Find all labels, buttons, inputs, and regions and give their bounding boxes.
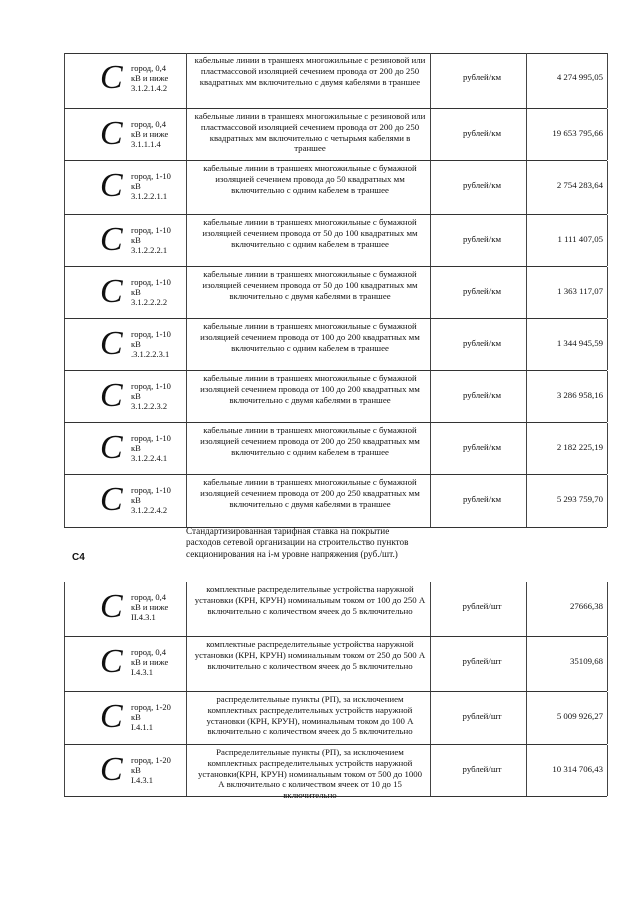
category-letter: C xyxy=(100,643,123,680)
voltage-code: город, 1-10 кВ 3.1.2.2.3.2 xyxy=(131,381,171,411)
column-divider xyxy=(607,319,608,370)
table-row xyxy=(64,423,607,475)
item-description: кабельные линии в траншеях многожильные с бумажной изоляцией сечением провода до 50 квадратных мм включительно с одним кабелем в траншее xyxy=(203,163,417,195)
column-divider xyxy=(430,109,431,160)
item-description: кабельные линии в траншеях многожильные с бумажной изоляцией сечением провода от 200 до 250 квадратных мм включительно с одним кабелем в траншее xyxy=(200,425,420,457)
category-letter: C xyxy=(100,377,123,414)
item-description: кабельные линии в траншеях многожильные с бумажной изоляцией сечением провода от 50 до 100 квадратных мм включительно с одним кабелем в траншее xyxy=(202,217,418,249)
column-divider xyxy=(64,582,65,636)
column-divider xyxy=(526,475,527,527)
unit-label: рублей/км xyxy=(462,442,502,452)
rate-value: 1 111 407,05 xyxy=(557,234,603,244)
column-divider xyxy=(607,161,608,214)
column-divider xyxy=(607,692,608,744)
column-divider xyxy=(430,692,431,744)
unit-label: рублей/км xyxy=(462,338,502,348)
column-divider xyxy=(526,745,527,796)
column-divider xyxy=(64,109,65,160)
unit-label: рублей/км xyxy=(462,128,502,138)
column-divider xyxy=(430,53,431,108)
column-divider xyxy=(526,692,527,744)
rate-value: 10 314 706,43 xyxy=(552,764,603,774)
column-divider xyxy=(526,319,527,370)
voltage-code: город, 1-10 кВ 3.1.2.2.1.1 xyxy=(131,171,171,201)
column-divider xyxy=(607,582,608,636)
voltage-code: город, 1-10 кВ .3.1.2.2.3.1 xyxy=(131,329,171,359)
column-divider xyxy=(607,371,608,422)
column-divider xyxy=(64,267,65,318)
item-description: кабельные линии в траншеях многожильные с резиновой или пластмассовой изоляцией сечением провода от 200 до 250 квадратных мм включительно с четырьмя кабелями в траншее xyxy=(194,111,426,154)
rate-value: 35109,68 xyxy=(570,656,603,666)
category-letter: C xyxy=(100,588,123,625)
category-letter: C xyxy=(100,115,123,152)
column-divider xyxy=(607,475,608,527)
item-description: кабельные линии в траншеях многожильные с бумажной изоляцией сечением провода от 200 до 250 квадратных мм включительно с двумя кабелями в траншее xyxy=(200,477,420,509)
voltage-code: город, 0,4 кВ и ниже I.4.3.1 xyxy=(131,647,169,677)
category-letter: C xyxy=(100,429,123,466)
table-row xyxy=(64,161,607,215)
voltage-code: город, 1-10 кВ 3.1.2.2.4.1 xyxy=(131,433,171,463)
column-divider xyxy=(526,109,527,160)
category-letter: C xyxy=(100,698,123,735)
rate-value: 4 274 995,05 xyxy=(556,72,603,82)
column-divider xyxy=(430,745,431,796)
voltage-code: город, 1-10 кВ 3.1.2.2.2.1 xyxy=(131,225,171,255)
category-letter: C xyxy=(100,221,123,258)
column-divider xyxy=(64,371,65,422)
item-description: комплектные распределительные устройства наружной установки (КРН, КРУН) номинальным током от 250 до 500 А включительно с количеством ячеек до 5 включительно xyxy=(194,639,426,671)
column-divider xyxy=(607,267,608,318)
column-divider xyxy=(526,161,527,214)
category-letter: C xyxy=(100,59,123,96)
rate-value: 1 363 117,07 xyxy=(557,286,603,296)
column-divider xyxy=(526,637,527,691)
category-letter: C xyxy=(100,325,123,362)
voltage-code: город, 0,4 кВ и ниже II.4.3.1 xyxy=(131,592,169,622)
item-description: кабельные линии в траншеях многожильные с резиновой или пластмассовой изоляцией сечением провода от 200 до 250 квадратных мм включительно с двумя кабелями в траншее xyxy=(194,55,426,87)
rate-value: 3 286 958,16 xyxy=(556,390,603,400)
column-divider xyxy=(430,637,431,691)
column-divider xyxy=(607,109,608,160)
column-divider xyxy=(526,267,527,318)
rate-value: 5 293 759,70 xyxy=(556,494,603,504)
column-divider xyxy=(526,423,527,474)
table-row xyxy=(64,109,607,161)
unit-label: рублей/км xyxy=(462,234,502,244)
rate-value: 1 344 945,59 xyxy=(556,338,603,348)
item-description: кабельные линии в траншеях многожильные с бумажной изоляцией сечением провода от 50 до 100 квадратных мм включительно с двумя кабелями в траншее xyxy=(202,269,418,301)
voltage-code: город, 1-20 кВ I.4.3.1 xyxy=(131,755,171,785)
column-divider xyxy=(430,475,431,527)
unit-label: рублей/шт xyxy=(462,711,502,721)
tariff-table-part-1 xyxy=(64,53,607,528)
table-row xyxy=(64,582,607,637)
column-divider xyxy=(430,215,431,266)
column-divider xyxy=(430,267,431,318)
voltage-code: город, 1-10 кВ 3.1.2.2.2.2 xyxy=(131,277,171,307)
column-divider xyxy=(64,161,65,214)
category-letter: C xyxy=(100,481,123,518)
column-divider xyxy=(526,371,527,422)
column-divider xyxy=(430,319,431,370)
unit-label: рублей/шт xyxy=(462,656,502,666)
item-description: распределительные пункты (РП), за исключением комплектных распределительных устройств наружной установки (КРН, КРУН), номинальным током до 100 А включительно с количеством ячеек до 5 включительно xyxy=(206,694,414,737)
table-row xyxy=(64,475,607,528)
column-divider xyxy=(64,745,65,796)
voltage-code: город, 0,4 кВ и ниже 3.1.2.1.4.2 xyxy=(131,63,169,93)
unit-label: рублей/км xyxy=(462,180,502,190)
unit-label: рублей/км xyxy=(462,286,502,296)
column-divider xyxy=(64,53,65,108)
column-divider xyxy=(607,215,608,266)
table-row xyxy=(64,745,607,801)
unit-label: рублей/шт xyxy=(462,764,502,774)
section-header xyxy=(64,522,607,582)
column-divider xyxy=(64,692,65,744)
column-divider xyxy=(607,53,608,108)
item-description: комплектные распределительные устройства наружной установки (КРН, КРУН) номинальным током от 100 до 250 А включительно с количеством ячеек до 5 включительно xyxy=(194,584,426,616)
rate-value: 5 009 926,27 xyxy=(556,711,603,721)
column-divider xyxy=(526,215,527,266)
column-divider xyxy=(64,215,65,266)
section-title: Стандартизированная тарифная ставка на покрытие расходов сетевой организации на строительство пунктов секционирования на i-м уровне напряжения (руб./шт.) xyxy=(186,526,409,559)
voltage-code: город, 1-10 кВ 3.1.2.2.4.2 xyxy=(131,485,171,515)
category-letter: C xyxy=(100,751,123,788)
table-row xyxy=(64,215,607,267)
table-row xyxy=(64,53,607,109)
column-divider xyxy=(64,319,65,370)
column-divider xyxy=(430,582,431,636)
table-row xyxy=(64,692,607,745)
unit-label: рублей/км xyxy=(462,390,502,400)
table-row xyxy=(64,267,607,319)
rate-value: 27666,38 xyxy=(570,601,603,611)
column-divider xyxy=(607,637,608,691)
column-divider xyxy=(64,637,65,691)
category-letter: C xyxy=(100,273,123,310)
unit-label: рублей/км xyxy=(462,72,502,82)
item-description: кабельные линии в траншеях многожильные с бумажной изоляцией сечением провода от 100 до 200 квадратных мм включительно с одним кабелем в траншее xyxy=(200,321,420,353)
column-divider xyxy=(430,371,431,422)
table-row xyxy=(64,637,607,692)
tariff-table-part-2 xyxy=(64,582,607,801)
column-divider xyxy=(607,745,608,796)
column-divider xyxy=(526,53,527,108)
category-letter: C xyxy=(100,167,123,204)
table-row xyxy=(64,371,607,423)
rate-value: 2 754 283,64 xyxy=(556,180,603,190)
column-divider xyxy=(64,475,65,527)
rate-value: 19 653 795,66 xyxy=(552,128,603,138)
column-divider xyxy=(430,423,431,474)
column-divider xyxy=(430,161,431,214)
unit-label: рублей/шт xyxy=(462,601,502,611)
voltage-code: город, 1-20 кВ I.4.1.1 xyxy=(131,702,171,732)
item-description: кабельные линии в траншеях многожильные с бумажной изоляцией сечением провода от 100 до 200 квадратных мм включительно с двумя кабелями в траншее xyxy=(200,373,420,405)
table-row xyxy=(64,319,607,371)
unit-label: рублей/км xyxy=(462,494,502,504)
section-code: C4 xyxy=(72,552,85,563)
column-divider xyxy=(526,582,527,636)
voltage-code: город, 0,4 кВ и ниже 3.1.1.1.4 xyxy=(131,119,169,149)
column-divider xyxy=(607,423,608,474)
rate-value: 2 182 225,19 xyxy=(556,442,603,452)
item-description: Распределительные пункты (РП), за исключением комплектных распределительных устройств наружной установки(КРН, КРУН) номинальным током от 500 до 1000 А включительно с количеством ячеек от 10 до 15 включительно xyxy=(197,747,423,801)
column-divider xyxy=(64,423,65,474)
